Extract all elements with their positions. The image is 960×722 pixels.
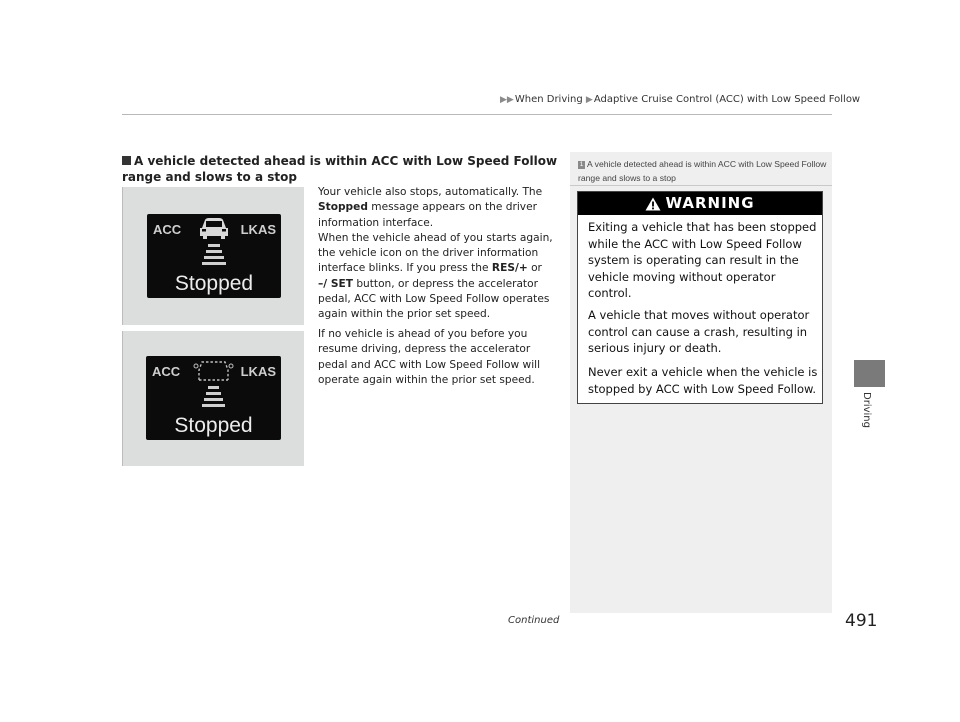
stopped-message: Stopped	[174, 414, 253, 437]
breadcrumb-item-when-driving: When Driving	[514, 94, 583, 105]
breadcrumb-arrow-icon: ▶	[585, 95, 593, 105]
chapter-label	[848, 392, 888, 432]
stopped-term: Stopped	[318, 201, 368, 214]
text-run: When the vehicle ahead of you starts again, the vehicle icon on the driver information interface blinks. If you press the	[318, 231, 553, 275]
chapter-label-text: Driving	[861, 392, 872, 428]
warning-paragraph-3: Never exit a vehicle when the vehicle is stopped by ACC with Low Speed Follow.	[588, 365, 818, 396]
section-heading	[122, 153, 562, 185]
continued-label: Continued	[508, 615, 560, 626]
reference-number-icon: 1	[579, 161, 584, 168]
text-run: button, or depress the accelerator pedal, ACC with Low Speed Follow operates again within the prior set speed.	[318, 277, 550, 321]
driver-info-screen	[147, 214, 281, 298]
warning-triangle-icon	[645, 197, 661, 211]
body-paragraph-1	[318, 185, 554, 323]
display-image-1	[122, 187, 304, 325]
breadcrumb-arrow-icon: ▶▶	[500, 95, 514, 105]
text-run: message appears on the driver information interface.	[318, 201, 537, 229]
set-button-term: –/ SET	[318, 277, 353, 290]
warning-label: WARNING	[665, 194, 755, 212]
lkas-indicator: LKAS	[240, 222, 276, 237]
header-divider	[122, 114, 832, 115]
side-note-title-text: A vehicle detected ahead is within ACC with Low Speed Follow range and slows to a stop	[578, 159, 827, 183]
display-image-2	[122, 331, 304, 466]
warning-header	[578, 192, 822, 215]
side-note-divider	[570, 185, 832, 186]
acc-indicator: ACC	[153, 222, 182, 237]
driver-info-screen	[146, 356, 281, 440]
section-heading-text: A vehicle detected ahead is within ACC with Low Speed Follow range and slows to a stop	[122, 154, 558, 184]
breadcrumb-item-acc: Adaptive Cruise Control (ACC) with Low Speed Follow	[593, 94, 861, 105]
breadcrumb	[500, 94, 860, 105]
side-note-title	[578, 157, 830, 185]
chapter-tab	[854, 360, 885, 387]
warning-paragraph-2: A vehicle that moves without operator control can cause a crash, resulting in serious injury or death.	[588, 308, 810, 355]
text-run: Your vehicle also stops, automatically. The	[318, 186, 543, 198]
acc-indicator: ACC	[152, 364, 181, 379]
stopped-message: Stopped	[174, 272, 254, 295]
square-bullet-icon	[122, 156, 131, 165]
page-number: 491	[845, 611, 878, 631]
warning-box	[577, 191, 823, 404]
warning-paragraph-1: Exiting a vehicle that has been stopped while the ACC with Low Speed Follow system is operating can result in the vehicle moving without operator control.	[588, 220, 817, 300]
body-paragraph-2: If no vehicle is ahead of you before you resume driving, depress the accelerator pedal and ACC with Low Speed Follow will operate again within the prior set speed.	[318, 328, 541, 386]
text-run: or	[527, 262, 542, 275]
res-button-term: RES/+	[491, 262, 528, 275]
lkas-indicator: LKAS	[240, 364, 276, 379]
